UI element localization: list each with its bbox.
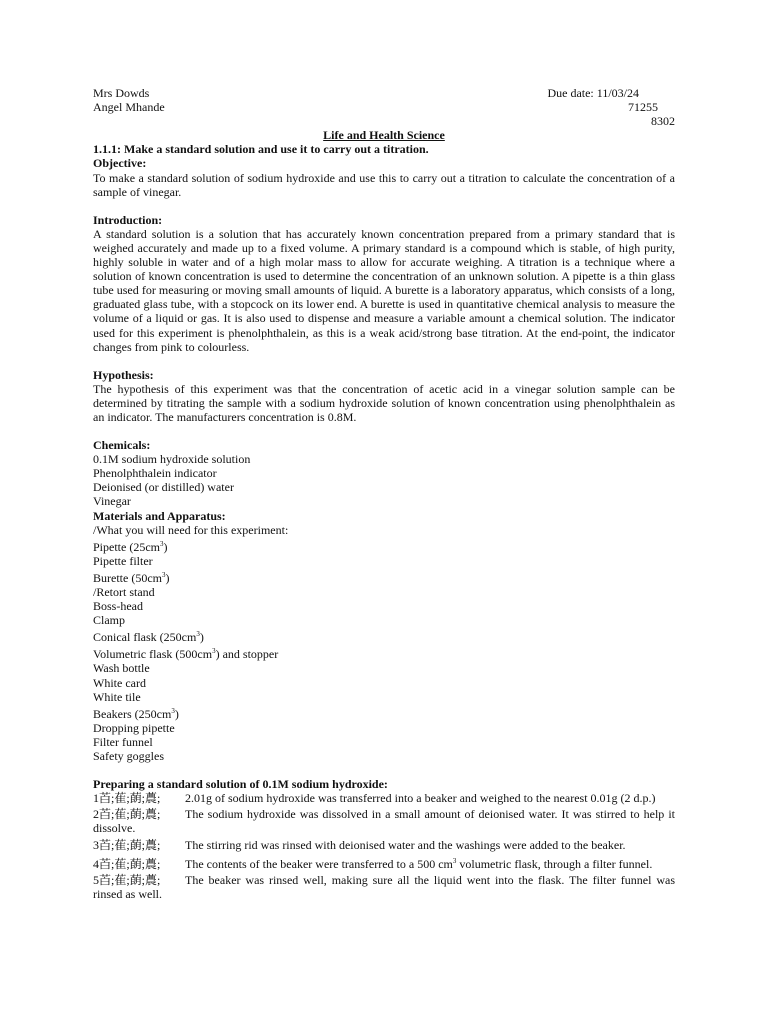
preparing-steps [93,791,675,901]
step-item: 2苩;萑;蓢;蕽; The sodium hydroxide was dissolved in a small amount of deionised water. It was stirred to help it dissolve. [93,807,675,836]
header-row-1 [93,86,675,100]
list-item: Safety goggles [93,749,164,764]
list-item: White card [93,675,146,690]
chemicals-list [93,452,675,508]
introduction-text: A standard solution is a solution that has accurately known concentration prepared from a primary standard that is weighed accurately and made up to a fixed volume. A primary standard is a compound which is stable, of high purity, highly soluble in water and of a high molar mass to allow for accurate weighing. A titration is a technique where a solution of known concentration is used to determine the concentration of an unknown solution. A pipette is a thin glass tube used for measuring or moving small amounts of liquid. A burette is a laboratory apparatus, which consists of a long, graduated glass tube, with a stopcock on its lower end. A burette is used in quantitative chemical analysis to measure the volume of a liquid or gas. It is also used to dispense and measure a variable amount a chemical solution. The indicator used for this experiment is phenolphthalein, as this is a weak acid/strong base titration. At the end-point, the indicator changes from pink to colourless. [93,226,675,354]
preparing-heading: Preparing a standard solution of 0.1M sodium hydroxide: [93,777,388,792]
step-item: 4苩;萑;蓢;蕽; The contents of the beaker were transferred to a 500 $cm^3$ volumetric flask, through a filter funnel. [93,856,653,871]
list-item: White tile [93,689,141,704]
list-item: Pipette $(25cm^3)$ [93,539,168,554]
student-number: 71255 [628,100,658,115]
list-item: Phenolphthalein indicator [93,466,217,481]
teacher-name: Mrs Dowds [93,86,150,100]
introduction-heading: Introduction: [93,212,163,227]
class-number: 8302 [651,114,675,129]
list-item: 0.1M sodium hydroxide solution [93,452,251,467]
list-item: Boss-head [93,599,143,614]
step-item: 3苩;萑;蓢;蕽; The stirring rid was rinsed with deionised water and the washings were added to the beaker. [93,837,626,852]
step-item: 5苩;萑;蓢;蕽; The beaker was rinsed well, making sure all the liquid went into the flask. The filter funnel was rinsed as well. [93,872,675,901]
hypothesis-text: The hypothesis of this experiment was that the concentration of acetic acid in a vinegar solution sample can be determined by titrating the sample with a sodium hydroxide solution of known concentration using phenolphthalein as an indicator. The manufacturers concentration is 0.8M. [93,381,675,424]
materials-heading: Materials and Apparatus: [93,508,226,523]
list-item: Volumetric flask $(500cm^3)$ and stopper [93,647,279,662]
list-item: /Retort stand [93,585,155,599]
list-item: /What you will need for this experiment: [93,522,289,537]
objective-heading: Objective: [93,156,147,171]
student-name: Angel Mhande [93,100,165,115]
header-row-2 [93,100,675,114]
list-item: Vinegar [93,494,131,509]
list-item: Beakers $(250cm^3)$ [93,706,179,721]
list-item: Pipette filter [93,553,153,568]
objective-text: To make a standard solution of sodium hydroxide and use this to carry out a titration to calculate the concentration of a sample of vinegar. [93,170,675,199]
hypothesis-heading: Hypothesis: [93,367,154,382]
list-item: Clamp [93,613,125,628]
chemicals-heading: Chemicals: [93,438,151,453]
task-title: 1.1.1: Make a standard solution and use it to carry out a titration. [93,142,429,157]
list-item: Wash bottle [93,661,150,676]
list-item: Burette $(50cm^3)$ [93,570,170,585]
due-date: Due date: 11/03/24 [547,86,639,100]
document-page [93,86,675,901]
list-item: Conical flask $(250cm^3)$ [93,630,204,645]
list-item: Deionised (or distilled) water [93,480,234,495]
course-title: Life and Health Science [323,128,445,143]
list-item: Dropping pipette [93,720,175,735]
list-item: Filter funnel [93,734,153,749]
step-item: 1苩;萑;蓢;蕽; 2.01g of sodium hydroxide was transferred into a beaker and weighed to the nearest 0.01g (2 d.p.) [93,791,656,806]
materials-list [93,523,675,764]
